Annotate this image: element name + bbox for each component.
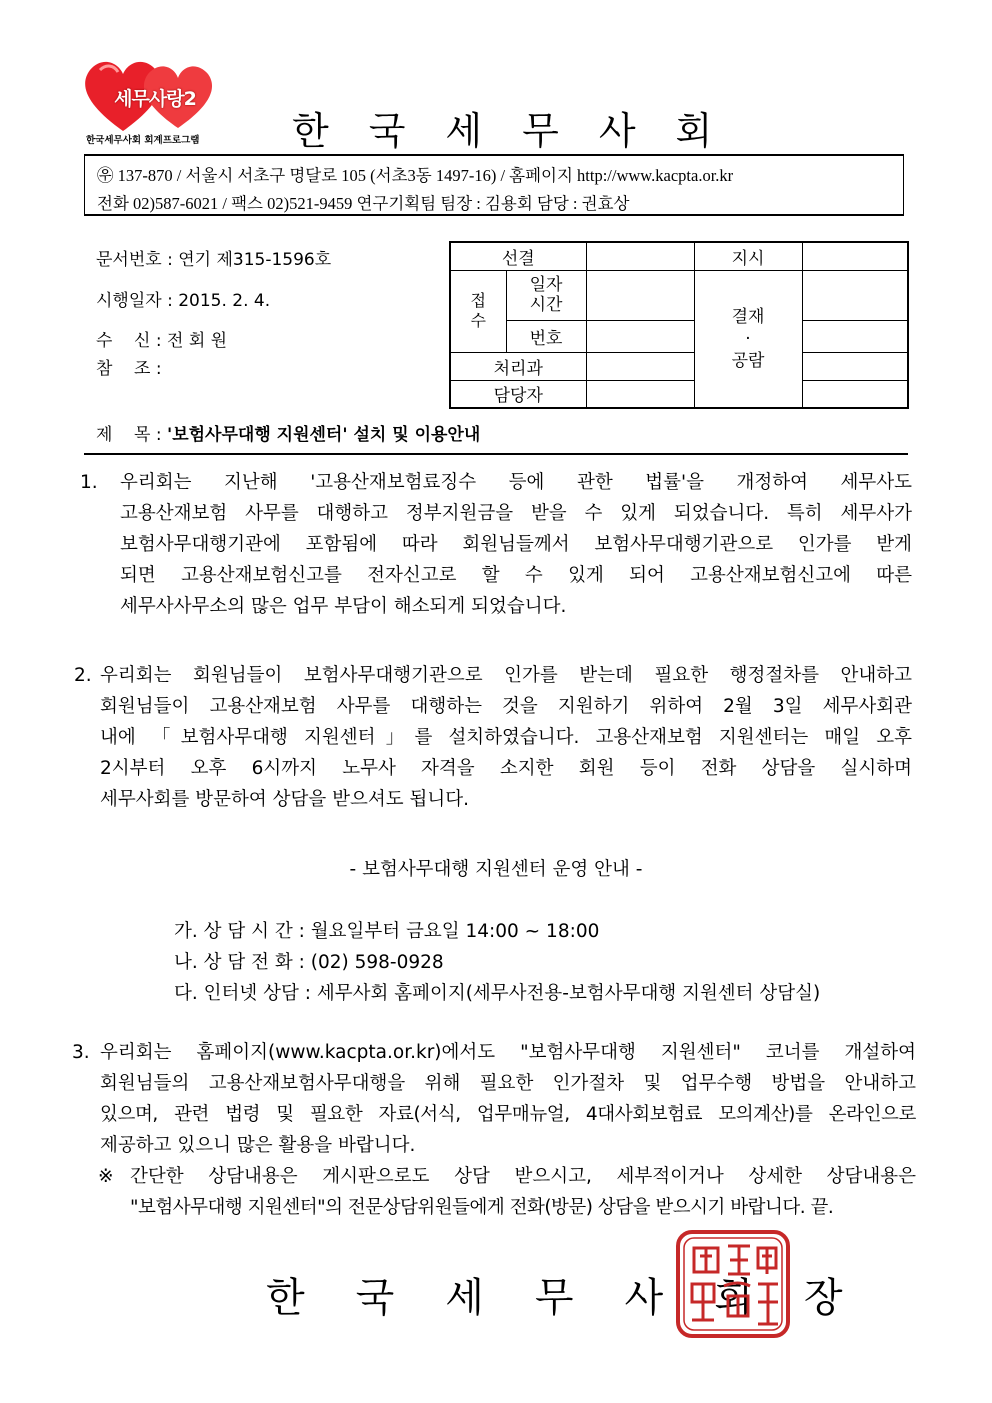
subject-title: '보험사무대행 지원센터' 설치 및 이용안내 (167, 425, 481, 445)
logo-subtitle: 한국세무사회 회계프로그램 (86, 135, 200, 146)
gyeoljae-cell: 결재 · 공람 (694, 270, 802, 408)
official-seal-icon (672, 1226, 794, 1342)
para2-line: 회원님들이 고용산재보험 사무를 대행하는 것을 지원하기 위하여 2월 3일 세무사회관 (100, 696, 912, 717)
contact-phone: 전화 02)587-6021 / 팩스 02)521-9459 연구기획팀 팀장 : 김용회 담당 : 권효상 (97, 194, 630, 213)
divider (84, 453, 908, 455)
logo (78, 56, 228, 146)
para1-line: 고용산재보험 사무를 대행하고 정부지원금을 받을 수 있게 되었습니다. 특히 세무사가 (120, 503, 912, 524)
doc-number: 문서번호 : 연기 제315-1596호 (96, 250, 332, 270)
damdangja-cell: 담당자 (450, 380, 586, 408)
para3-line: 제공하고 있으니 많은 활용을 바랍니다. (100, 1135, 416, 1156)
para3 (100, 1037, 916, 1161)
beonho-cell: 번호 (506, 320, 586, 352)
reference: 참 조 : (96, 359, 162, 379)
para3-line: 우리회는 홈페이지(www.kacpta.or.kr)에서도 "보험사무대행 지원센터" 코너를 개설하여 (100, 1042, 916, 1063)
note-line: 간단한 상담내용은 게시판으로도 상담 받으시고, 세부적이거나 상세한 상담내용은 (130, 1166, 916, 1187)
contact-address: ㉾ 137-870 / 서울시 서초구 명달로 105 (서초3동 1497-16) / 홈페이지 http://www.kacpta.or.kr (97, 166, 734, 185)
note-mark: ※ (98, 1166, 114, 1187)
footer-suffix: 장 (803, 1275, 843, 1320)
info-phone: 나. 상 담 전 화 : (02) 598-0928 (174, 952, 444, 973)
para1-number: 1. (80, 472, 98, 493)
cheorigwa-cell: 처리과 (450, 352, 586, 380)
issue-date: 시행일자 : 2015. 2. 4. (96, 291, 271, 311)
jeopsu-cell: 접수 (450, 270, 506, 352)
para3-line: 있으며, 관련 법령 및 필요한 자료(서식, 업무매뉴얼, 4대사회보험료 모의계산)를 온라인으로 (100, 1104, 916, 1125)
recipient: 수 신 : 전 회 원 (96, 331, 228, 351)
para1-line: 되면 고용산재보험신고를 전자신고로 할 수 있게 되어 고용산재보험신고에 따른 (120, 565, 912, 586)
para1 (120, 467, 912, 622)
note (130, 1161, 916, 1192)
logo-text: 세무사랑2 (114, 88, 196, 110)
para2-number: 2. (74, 665, 92, 686)
org-title: 한국세무사회 (292, 111, 753, 153)
subject-label: 제 목 : (96, 425, 167, 445)
para2-line: 내에 「보험사무대행 지원센터」를 설치하였습니다. 고용산재보험 지원센터는 매일 오후 (100, 727, 912, 748)
para1-line: 우리회는 지난해 '고용산재보험료징수 등에 관한 법률'을 개정하여 세무사도 (120, 472, 912, 493)
center-title: - 보험사무대행 지원센터 운영 안내 - (349, 859, 643, 880)
approval-table (449, 241, 909, 409)
para3-line: 회원님들의 고용산재보험사무대행을 위해 필요한 인가절차 및 업무수행 방법을 안내하고 (100, 1073, 916, 1094)
para2 (100, 660, 912, 815)
contact-box (84, 154, 904, 216)
note-line-2: "보험사무대행 지원센터"의 전문상담위원들에게 전화(방문) 상담을 받으시기 바랍니다. 끝. (130, 1197, 834, 1218)
info-internet: 다. 인터넷 상담 : 세무사회 홈페이지(세무사전용-보험사무대행 지원센터 상담실) (174, 983, 821, 1004)
subject (96, 420, 480, 445)
para1-line: 보험사무대행기관에 포함됨에 따라 회원님들께서 보험사무대행기관으로 인가를 받게 (120, 534, 912, 555)
para1-line: 세무사사무소의 많은 업무 부담이 해소되게 되었습니다. (120, 596, 567, 617)
para3-number: 3. (72, 1042, 90, 1063)
ilja-time-cell: 일자 시간 (506, 270, 586, 320)
info-hours: 가. 상 담 시 간 : 월요일부터 금요일 14:00 ~ 18:00 (174, 921, 600, 942)
jisi-cell: 지시 (694, 242, 802, 270)
para2-line: 2시부터 오후 6시까지 노무사 자격을 소지한 회원 등이 전화 상담을 실시하며 (100, 758, 912, 779)
para2-line: 세무사회를 방문하여 상담을 받으셔도 됩니다. (100, 789, 469, 810)
para2-line: 우리회는 회원님들이 보험사무대행기관으로 인가를 받는데 필요한 행정절차를 안내하고 (100, 665, 912, 686)
seongyeol-cell: 선결 (450, 242, 586, 270)
footer-org-name: 한국세무사회 (266, 1275, 804, 1320)
